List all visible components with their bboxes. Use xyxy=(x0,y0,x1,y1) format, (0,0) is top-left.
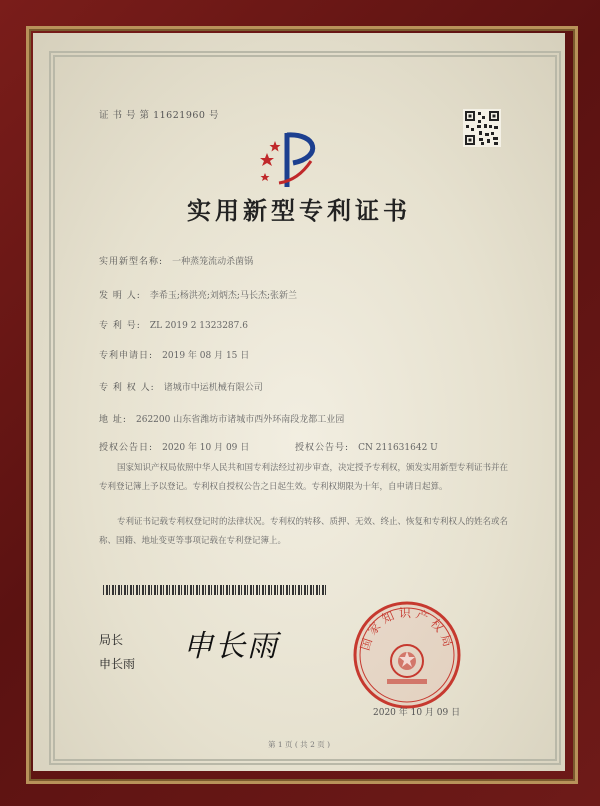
certificate-title: 实用新型专利证书 xyxy=(187,196,411,225)
signer-name: 申长雨 xyxy=(99,657,136,671)
signer-title: 局长 xyxy=(99,633,124,647)
field-announcement-number xyxy=(295,435,438,454)
field-value: 2020 年 10 月 09 日 xyxy=(162,443,250,453)
patent-office-logo xyxy=(257,123,327,193)
field-name xyxy=(99,249,253,268)
field-value: 2019 年 08 月 15 日 xyxy=(162,351,250,361)
certificate-number-value: 11621960 xyxy=(153,110,206,121)
certificate-number-suffix: 号 xyxy=(208,110,219,121)
certificate-number-label: 证 书 号 第 xyxy=(99,110,150,121)
field-patent-number xyxy=(99,313,248,332)
field-label: 地 址: xyxy=(99,415,127,425)
field-label: 授权公告号: xyxy=(295,443,350,453)
field-label: 授权公告日: xyxy=(99,443,154,453)
field-announcement-date xyxy=(99,435,249,454)
seal-date: 2020 年 10 月 09 日 xyxy=(373,708,461,718)
field-patentee xyxy=(99,375,263,394)
grant-paragraph: 国家知识产权局依照中华人民共和国专利法经过初步审查，决定授予专利权，颁发实用新型专利证书并在专利登记簿上予以登记。专利权自授权公告之日起生效。专利权期限为十年，自申请日起算。 xyxy=(99,463,509,492)
field-value: 一种蒸笼流动杀菌锅 xyxy=(172,257,254,267)
field-filing-date xyxy=(99,343,249,362)
field-value: ZL 2019 2 1323287.6 xyxy=(149,321,248,331)
official-seal xyxy=(351,599,463,711)
field-value: CN 211631642 U xyxy=(358,443,438,453)
field-value: 262200 山东省潍坊市诸城市西外环南段龙都工业园 xyxy=(136,415,345,425)
field-label: 实用新型名称: xyxy=(99,257,164,267)
seal-text: 国家知识产权局 xyxy=(357,606,457,653)
field-label: 专 利 号: xyxy=(99,321,141,331)
barcode xyxy=(103,585,328,595)
field-address xyxy=(99,407,344,426)
field-label: 专 利 权 人: xyxy=(99,383,155,393)
certificate-paper xyxy=(33,33,565,771)
qr-code xyxy=(463,109,501,147)
field-inventor xyxy=(99,283,297,302)
handwritten-signature: 申长雨 xyxy=(183,629,279,664)
field-label: 专利申请日: xyxy=(99,351,154,361)
field-label: 发 明 人: xyxy=(99,291,141,301)
page-info: 第 1 页 ( 共 2 页 ) xyxy=(267,740,331,749)
certificate-number xyxy=(99,107,219,121)
legal-status-paragraph: 专利证书记载专利权登记时的法律状况。专利权的转移、质押、无效、终止、恢复和专利权人的姓名或名称、国籍、地址变更等事项记载在专利登记簿上。 xyxy=(99,517,509,546)
field-value: 诸城市中运机械有限公司 xyxy=(163,383,263,393)
field-value: 李希玉;杨洪亮;刘炳杰;马长杰;张新兰 xyxy=(149,291,297,301)
